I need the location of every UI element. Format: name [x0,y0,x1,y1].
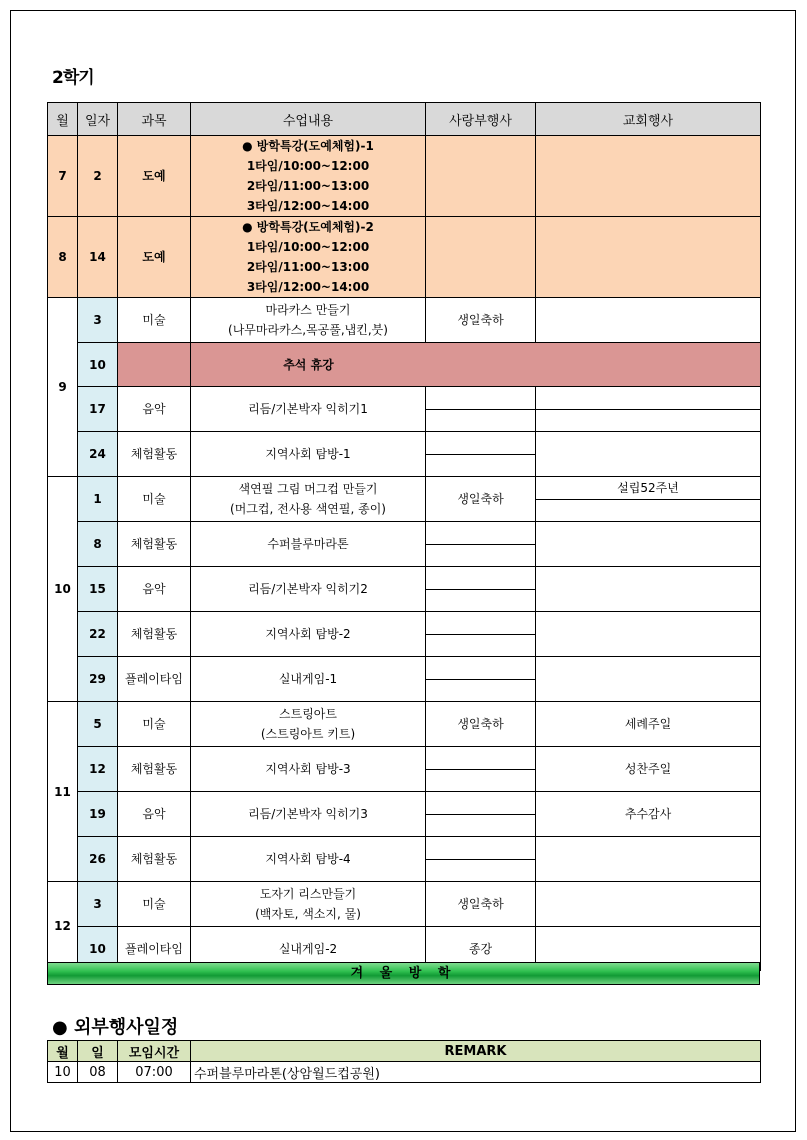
ministry-event-cell [426,217,536,298]
header-ministry-event: 사랑부행사 [426,103,536,136]
ministry-event-cell: 생일축하 [426,298,536,343]
subject-cell: 체험활동 [118,837,191,882]
church-event-cell [536,882,761,927]
day-cell: 14 [78,217,118,298]
church-event-cell [536,657,761,702]
ext-time-cell: 07:00 [118,1062,191,1083]
header-row [48,103,761,136]
table-row [48,343,761,387]
table-row [48,298,761,343]
church-event-cell [536,136,761,217]
month-cell: 9 [48,298,78,477]
subject-cell: 음악 [118,792,191,837]
content-line: ● 방학특강(도예체험)-2 [242,220,374,234]
content-line: 색연필 그림 머그컵 만들기 [238,482,378,496]
ext-day-cell: 08 [78,1062,118,1083]
month-cell: 11 [48,702,78,882]
content-line: 3타임/12:00~14:00 [246,199,370,213]
content-line: 스트링아트 [279,707,337,721]
table-row [48,477,761,522]
content-line: ● 방학특강(도예체험)-1 [242,139,374,153]
content-line: 3타임/12:00~14:00 [246,280,370,294]
ministry-event-cell [426,522,536,567]
header-content: 수업내용 [191,103,426,136]
subject-cell: 음악 [118,567,191,612]
content-cell: 지역사회 탐방-4 [191,837,426,882]
church-event-cell [536,837,761,882]
external-header-row [48,1041,761,1062]
month-cell: 8 [48,217,78,298]
content-cell: 지역사회 탐방-2 [191,612,426,657]
content-cell: 지역사회 탐방-3 [191,747,426,792]
ext-header-day: 일 [78,1041,118,1062]
day-cell: 10 [78,927,118,971]
day-cell: 15 [78,567,118,612]
ministry-event-cell [426,432,536,477]
subject-cell: 미술 [118,882,191,927]
content-line: (나무마라카스,목공풀,냅킨,붓) [228,323,388,337]
day-cell: 5 [78,702,118,747]
ministry-event-cell [426,567,536,612]
content-cell: 리듬/기본박자 익히기2 [191,567,426,612]
content-cell [191,298,426,343]
winter-break-banner: 겨 울 방 학 [47,962,760,985]
day-cell: 29 [78,657,118,702]
content-cell: 수퍼블루마라톤 [191,522,426,567]
church-event-cell [536,477,761,522]
subject-cell: 체험활동 [118,432,191,477]
table-row [48,567,761,612]
content-line: 1타임/10:00~12:00 [246,159,370,173]
day-cell: 8 [78,522,118,567]
table-row [48,217,761,298]
day-cell: 10 [78,343,118,387]
ext-month-cell: 10 [48,1062,78,1083]
table-row [48,612,761,657]
ministry-event-cell: 생일축하 [426,477,536,522]
church-event-cell [536,298,761,343]
ministry-event-cell [426,747,536,792]
table-row [48,747,761,792]
ext-header-month: 월 [48,1041,78,1062]
content-cell: 리듬/기본박자 익히기3 [191,792,426,837]
table-row [48,522,761,567]
subject-cell: 플레이타임 [118,927,191,971]
content-line: 도자기 리스만들기 [259,887,357,901]
church-event-cell [536,432,761,477]
ext-header-time: 모임시간 [118,1041,191,1062]
subject-cell: 도예 [118,217,191,298]
church-event-cell: 세례주일 [536,702,761,747]
table-row [48,1062,761,1083]
church-event-cell [536,387,761,432]
subject-cell: 미술 [118,702,191,747]
holiday-cell [191,343,761,387]
ext-header-remark: REMARK [191,1041,761,1062]
external-events-table [47,1040,761,1083]
content-cell: 리듬/기본박자 익히기1 [191,387,426,432]
subject-cell: 체험활동 [118,747,191,792]
day-cell: 1 [78,477,118,522]
church-event-cell [536,217,761,298]
church-event-cell [536,522,761,567]
ministry-event-cell [426,612,536,657]
ministry-event-cell: 생일축하 [426,702,536,747]
holiday-label: 추석 휴강 [283,357,334,372]
external-events-title: ● 외부행사일정 [52,1017,179,1038]
header-subject: 과목 [118,103,191,136]
church-event-cell [536,567,761,612]
ministry-event-cell [426,136,536,217]
month-cell: 12 [48,882,78,971]
ministry-event-cell [426,792,536,837]
church-event-cell [536,612,761,657]
subject-cell: 미술 [118,298,191,343]
day-cell: 3 [78,298,118,343]
day-cell: 17 [78,387,118,432]
subject-cell: 도예 [118,136,191,217]
church-event-text: 설립52주년 [617,480,679,495]
day-cell: 12 [78,747,118,792]
content-line: 1타임/10:00~12:00 [246,240,370,254]
content-line: 2타임/11:00~13:00 [246,179,370,193]
content-line: 마라카스 만들기 [265,303,351,317]
table-row [48,136,761,217]
ext-remark-cell: 수퍼블루마라톤(상암월드컵공원) [191,1062,761,1083]
content-cell [191,136,426,217]
content-cell [191,477,426,522]
table-row [48,387,761,432]
subject-cell: 체험활동 [118,522,191,567]
content-cell [191,702,426,747]
month-cell: 10 [48,477,78,702]
day-cell: 24 [78,432,118,477]
table-row [48,432,761,477]
church-event-cell: 추수감사 [536,792,761,837]
header-day: 일자 [78,103,118,136]
ministry-event-cell [426,387,536,432]
content-cell [191,882,426,927]
table-row [48,882,761,927]
schedule-table [47,102,761,971]
day-cell: 3 [78,882,118,927]
ministry-event-cell: 생일축하 [426,882,536,927]
content-cell [191,217,426,298]
table-row [48,657,761,702]
ministry-event-cell [426,837,536,882]
content-cell: 지역사회 탐방-1 [191,432,426,477]
holiday-subject-cell [118,343,191,387]
content-cell: 실내게임-2 [191,927,426,971]
header-month: 월 [48,103,78,136]
content-cell: 실내게임-1 [191,657,426,702]
content-line: (백자토, 색소지, 물) [255,907,361,921]
semester-title: 2학기 [52,68,94,88]
content-line: (스트링아트 키트) [260,727,356,741]
day-cell: 2 [78,136,118,217]
day-cell: 19 [78,792,118,837]
header-church-event: 교회행사 [536,103,761,136]
table-row [48,792,761,837]
month-cell: 7 [48,136,78,217]
subject-cell: 플레이타임 [118,657,191,702]
ministry-event-cell [426,657,536,702]
day-cell: 22 [78,612,118,657]
table-row [48,837,761,882]
content-line: 2타임/11:00~13:00 [246,260,370,274]
day-cell: 26 [78,837,118,882]
subject-cell: 음악 [118,387,191,432]
subject-cell: 미술 [118,477,191,522]
content-line: (머그컵, 전사용 색연필, 종이) [230,502,386,516]
ministry-event-cell: 종강 [426,927,536,971]
subject-cell: 체험활동 [118,612,191,657]
church-event-cell: 성찬주일 [536,747,761,792]
table-row [48,702,761,747]
